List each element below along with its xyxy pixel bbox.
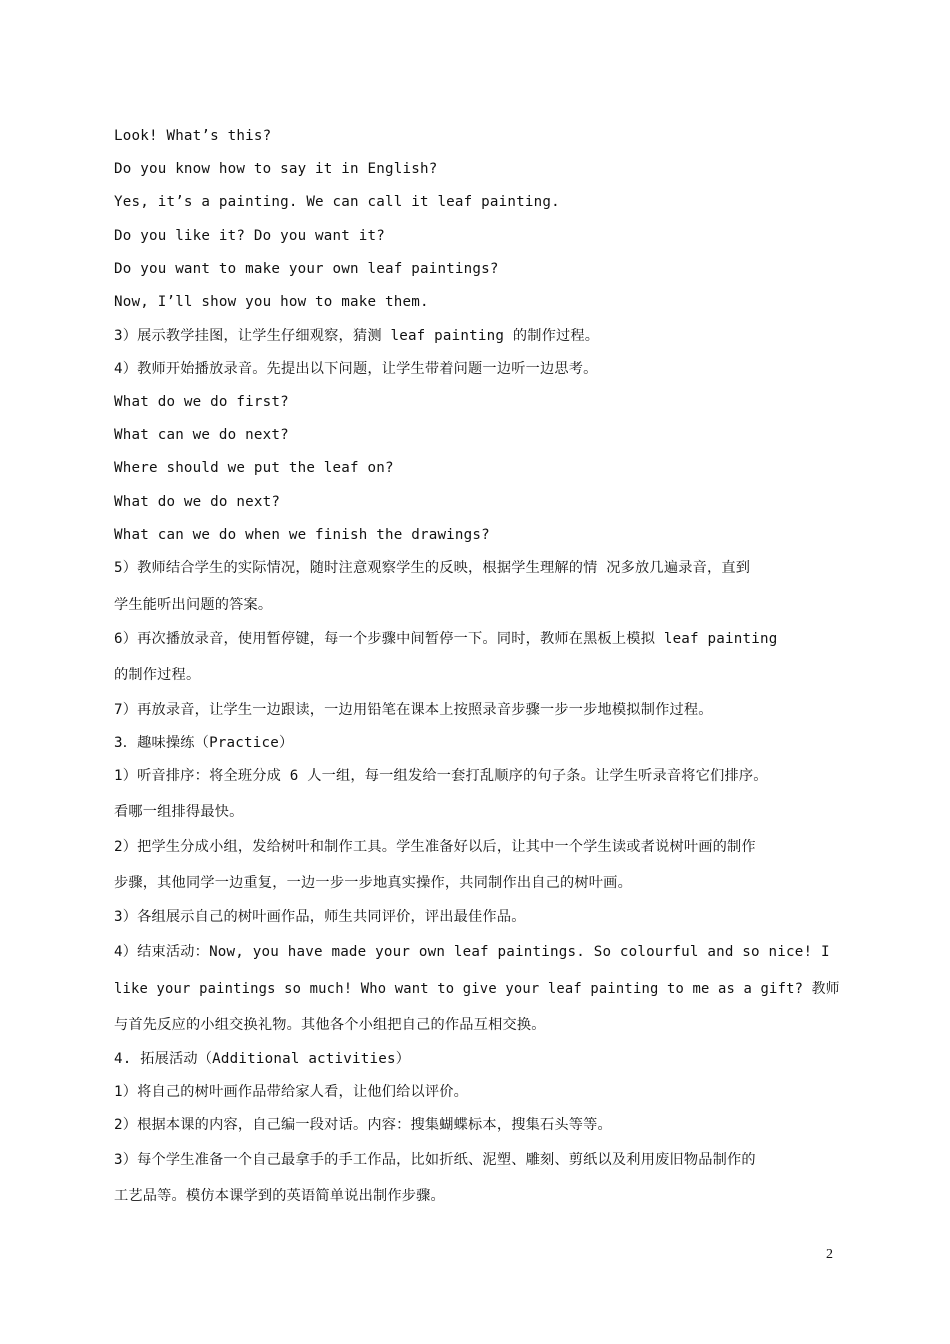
text-line: 1）听音排序：将全班分成 6 人一组，每一组发给一套打乱顺序的句子条。让学生听录音将它们排序。: [114, 768, 768, 784]
text-line: 4）教师开始播放录音。先提出以下问题，让学生带着问题一边听一边思考。: [114, 361, 598, 377]
section-heading: 3．趣味操练（Practice）: [114, 735, 294, 751]
text-line: What do we do next?: [114, 494, 281, 510]
text-line: What can we do next?: [114, 427, 289, 443]
text-line: 2）根据本课的内容，自己编一段对话。内容：搜集蝴蝶标本，搜集石头等等。: [114, 1117, 612, 1133]
text-line: 4）结束活动：Now, you have made your own leaf paintings. So colourful and so nice! I: [114, 944, 830, 960]
text-line: 7）再放录音，让学生一边跟读，一边用铅笔在课本上按照录音步骤一步一步地模拟制作过程。: [114, 702, 713, 718]
text-line: 2）把学生分成小组，发给树叶和制作工具。学生准备好以后，让其中一个学生读或者说树叶画的制作: [114, 839, 756, 855]
text-line: Look! What’s this?: [114, 128, 272, 144]
text-line: 6）再次播放录音，使用暂停键，每一个步骤中间暂停一下。同时，教师在黑板上模拟 leaf painting: [114, 631, 778, 647]
text-line: 工艺品等。模仿本课学到的英语简单说出制作步骤。: [114, 1188, 445, 1204]
text-line: like your paintings so much! Who want to give your leaf painting to me as a gift? 教师: [114, 981, 840, 997]
text-line: 与首先反应的小组交换礼物。其他各个小组把自己的作品互相交换。: [114, 1017, 546, 1033]
section-heading: 4. 拓展活动（Additional activities）: [114, 1051, 411, 1067]
text-line: 步骤，其他同学一边重复，一边一步一步地真实操作，共同制作出自己的树叶画。: [114, 875, 632, 891]
text-line: 看哪一组排得最快。: [114, 804, 244, 820]
text-line: 学生能听出问题的答案。: [114, 597, 273, 613]
text-line: 3）各组展示自己的树叶画作品，师生共同评价，评出最佳作品。: [114, 909, 526, 925]
text-line: 1）将自己的树叶画作品带给家人看，让他们给以评价。: [114, 1084, 469, 1100]
text-line: 5）教师结合学生的实际情况，随时注意观察学生的反映，根据学生理解的情 况多放几遍录音，直到: [114, 560, 751, 576]
text-line: 的制作过程。: [114, 667, 201, 683]
text-line: Where should we put the leaf on?: [114, 460, 394, 476]
text-line: 3）展示教学挂图，让学生仔细观察，猜测 leaf painting 的制作过程。: [114, 328, 600, 344]
text-line: What do we do first?: [114, 394, 289, 410]
text-line: Now, I’ll show you how to make them.: [114, 294, 429, 310]
text-line: Yes, it’s a painting. We can call it leaf painting.: [114, 194, 560, 210]
page-number: 2: [826, 1247, 833, 1262]
text-line: 3）每个学生准备一个自己最拿手的手工作品，比如折纸、泥塑、雕刻、剪纸以及利用废旧物品制作的: [114, 1152, 756, 1168]
text-line: Do you like it? Do you want it?: [114, 228, 385, 244]
text-line: Do you want to make your own leaf paintings?: [114, 261, 499, 277]
text-line: Do you know how to say it in English?: [114, 161, 438, 177]
text-line: What can we do when we finish the drawings?: [114, 527, 490, 543]
